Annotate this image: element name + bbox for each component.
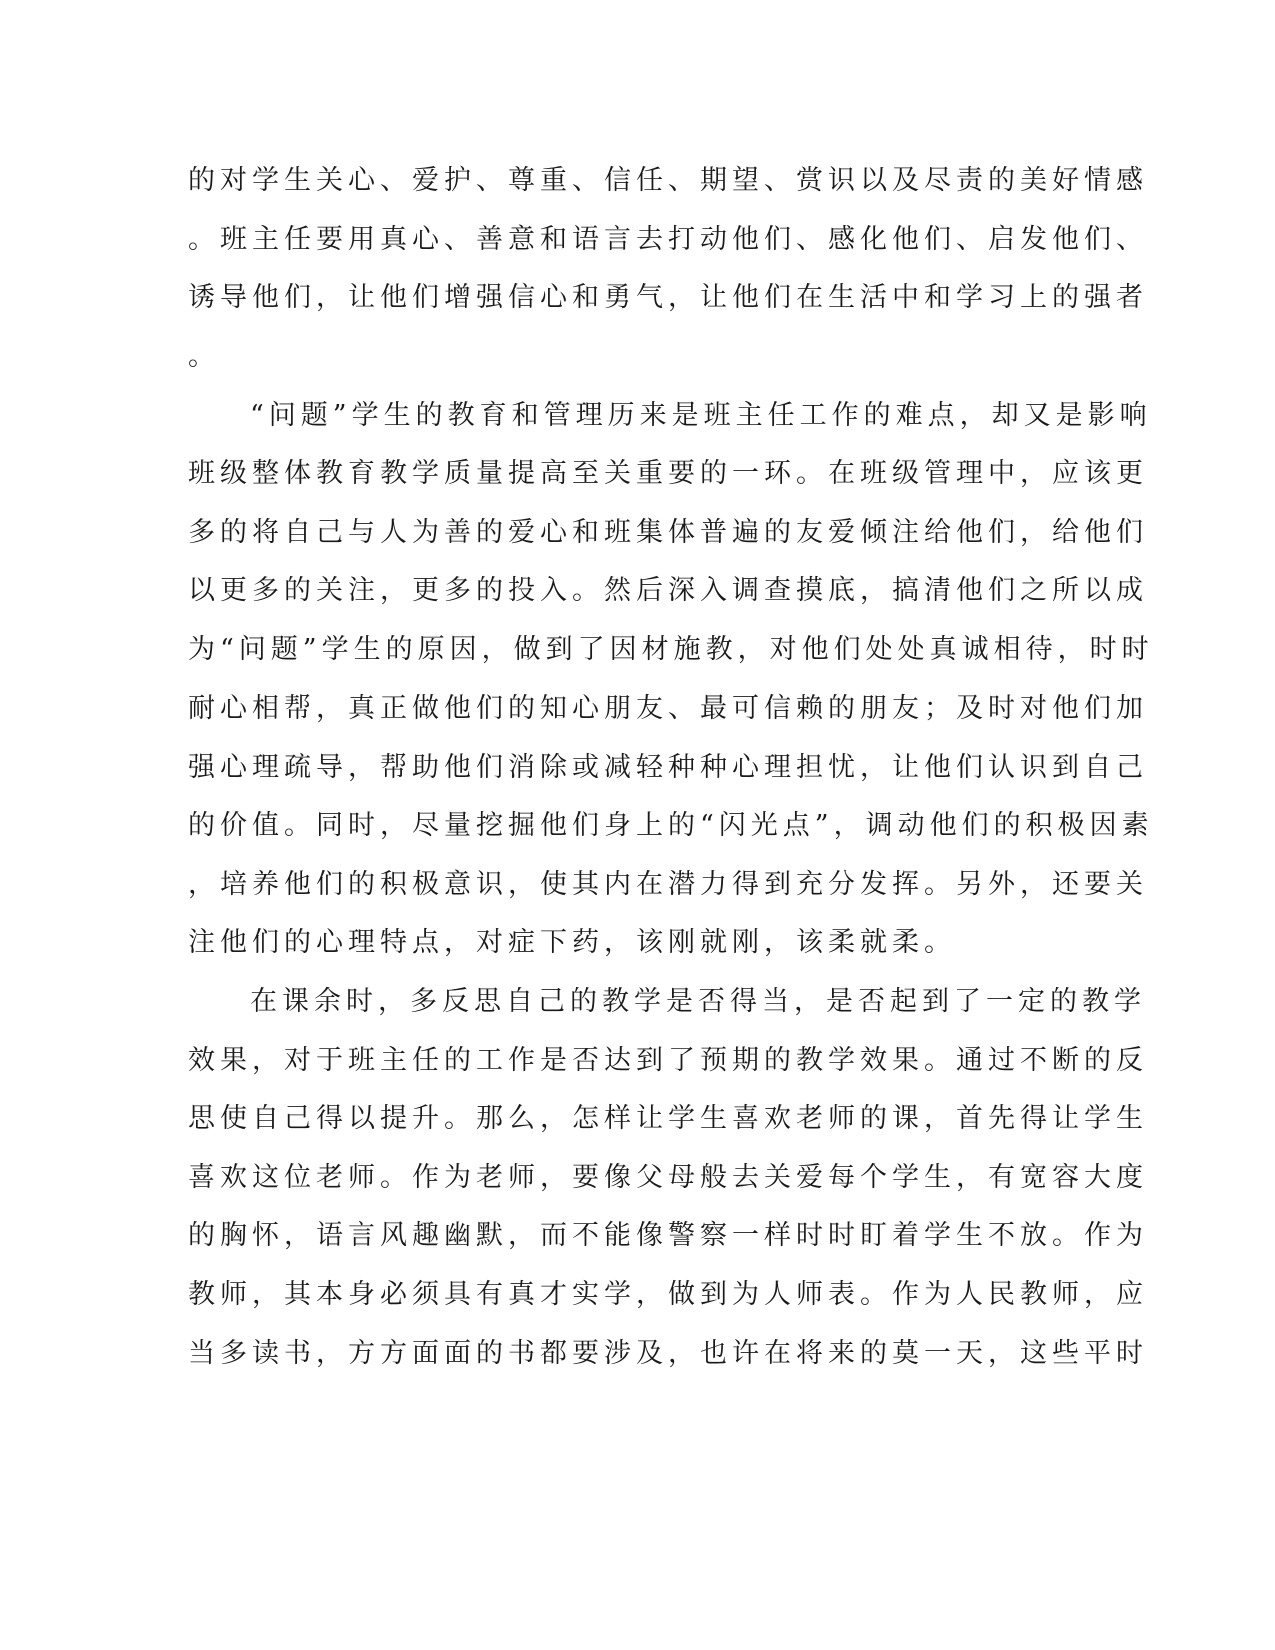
text-line: 诱导他们，让他们增强信心和勇气，让他们在生活中和学习上的强者 — [188, 282, 1148, 313]
text-line: ，培养他们的积极意识，使其内在潜力得到充分发挥。另外，还要关 — [188, 869, 1148, 900]
text-line: 效果，对于班主任的工作是否达到了预期的教学效果。通过不断的反 — [188, 1045, 1148, 1076]
text-line: 喜欢这位老师。作为老师，要像父母般去关爱每个学生，有宽容大度 — [188, 1162, 1148, 1193]
text-line: 。班主任要用真心、善意和语言去打动他们、感化他们、启发他们、 — [188, 224, 1148, 255]
paragraph-first-line: 在课余时，多反思自己的教学是否得当，是否起到了一定的教学 — [250, 986, 1146, 1017]
text-line: 的价值。同时，尽量挖掘他们身上的“闪光点”，调动他们的积极因素 — [188, 810, 1154, 841]
text-line: 教师，其本身必须具有真才实学，做到为人师表。作为人民教师，应 — [188, 1279, 1148, 1310]
text-line: 耐心相帮，真正做他们的知心朋友、最可信赖的朋友；及时对他们加 — [188, 693, 1148, 724]
text-line: 的胸怀，语言风趣幽默，而不能像警察一样时时盯着学生不放。作为 — [188, 1220, 1148, 1251]
text-line: 强心理疏导，帮助他们消除或减轻种种心理担忧，让他们认识到自己 — [188, 752, 1148, 783]
text-line: 的对学生关心、爱护、尊重、信任、期望、赏识以及尽责的美好情感 — [188, 165, 1148, 196]
text-line: 注他们的心理特点，对症下药，该刚就刚，该柔就柔。 — [188, 927, 956, 958]
text-line: 以更多的关注，更多的投入。然后深入调查摸底，搞清他们之所以成 — [188, 575, 1148, 606]
text-line: 多的将自己与人为善的爱心和班集体普遍的友爱倾注给他们，给他们 — [188, 517, 1148, 548]
text-line: 。 — [188, 341, 220, 372]
paragraph-first-line: “问题”学生的教育和管理历来是班主任工作的难点，却又是影响 — [250, 400, 1152, 431]
text-line: 班级整体教育教学质量提高至关重要的一环。在班级管理中，应该更 — [188, 458, 1148, 489]
text-line: 为“问题”学生的原因，做到了因材施教，对他们处处真诚相待，时时 — [188, 634, 1154, 665]
text-line: 思使自己得以提升。那么，怎样让学生喜欢老师的课，首先得让学生 — [188, 1103, 1148, 1134]
text-line: 当多读书，方方面面的书都要涉及，也许在将来的莫一天，这些平时 — [188, 1338, 1148, 1369]
